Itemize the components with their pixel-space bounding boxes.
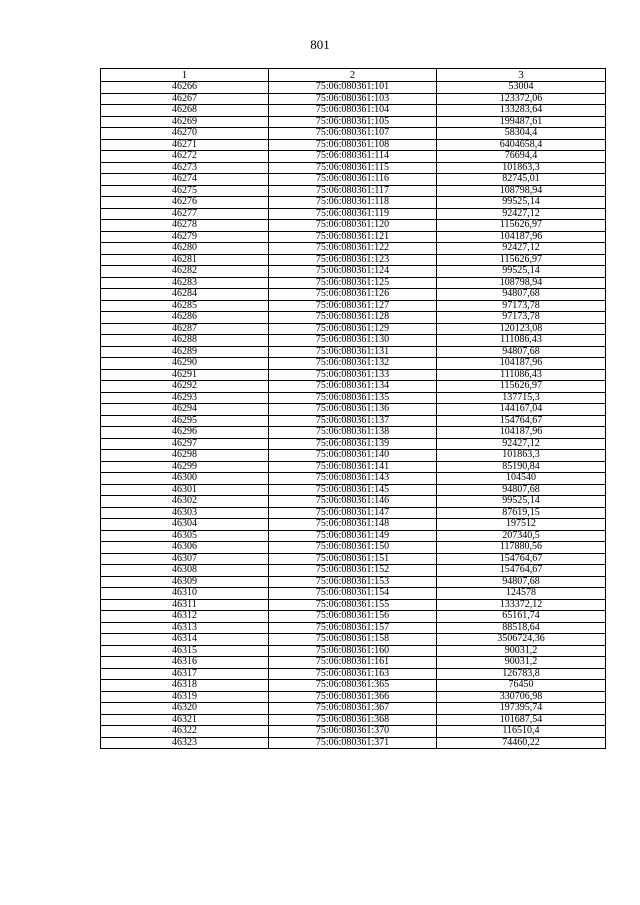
header-row: [101, 69, 606, 82]
table-row: [101, 611, 606, 623]
table-row: [101, 243, 606, 255]
value-cell: 90031,2: [437, 657, 606, 669]
cadastral-number-cell: 75:06:080361:152: [269, 565, 437, 577]
cadastral-number-cell: 75:06:080361:157: [269, 622, 437, 634]
row-number-cell: 46322: [101, 726, 269, 738]
cadastral-number-cell: 75:06:080361:148: [269, 519, 437, 531]
value-cell: 94807,68: [437, 346, 606, 358]
table-row: [101, 369, 606, 381]
value-cell: 82745,01: [437, 174, 606, 186]
cadastral-number-cell: 75:06:080361:145: [269, 484, 437, 496]
value-cell: 104187,96: [437, 427, 606, 439]
table-row: [101, 427, 606, 439]
cadastral-number-cell: 75:06:080361:118: [269, 197, 437, 209]
row-number-cell: 46302: [101, 496, 269, 508]
table-row: [101, 139, 606, 151]
row-number-cell: 46320: [101, 703, 269, 715]
table-row: [101, 576, 606, 588]
cadastral-number-cell: 75:06:080361:107: [269, 128, 437, 140]
table-row: [101, 714, 606, 726]
cadastral-number-cell: 75:06:080361:367: [269, 703, 437, 715]
row-number-cell: 46316: [101, 657, 269, 669]
row-number-cell: 46321: [101, 714, 269, 726]
table-row: [101, 220, 606, 232]
table-row: [101, 208, 606, 220]
value-cell: 97173,78: [437, 312, 606, 324]
value-cell: 197395,74: [437, 703, 606, 715]
cadastral-number-cell: 75:06:080361:161: [269, 657, 437, 669]
value-cell: 53004: [437, 82, 606, 94]
value-cell: 58304,4: [437, 128, 606, 140]
cadastral-number-cell: 75:06:080361:116: [269, 174, 437, 186]
row-number-cell: 46298: [101, 450, 269, 462]
table-header: [101, 69, 606, 82]
column-header-2: 2: [269, 69, 437, 82]
row-number-cell: 46295: [101, 415, 269, 427]
table-row: [101, 703, 606, 715]
value-cell: 115626,97: [437, 254, 606, 266]
row-number-cell: 46284: [101, 289, 269, 301]
value-cell: 74460,22: [437, 737, 606, 749]
table-row: [101, 726, 606, 738]
row-number-cell: 46272: [101, 151, 269, 163]
row-number-cell: 46304: [101, 519, 269, 531]
row-number-cell: 46306: [101, 542, 269, 554]
row-number-cell: 46305: [101, 530, 269, 542]
table-row: [101, 599, 606, 611]
table-row: [101, 174, 606, 186]
row-number-cell: 46288: [101, 335, 269, 347]
row-number-cell: 46303: [101, 507, 269, 519]
cadastral-number-cell: 75:06:080361:119: [269, 208, 437, 220]
table-row: [101, 461, 606, 473]
cadastral-number-cell: 75:06:080361:371: [269, 737, 437, 749]
cadastral-number-cell: 75:06:080361:160: [269, 645, 437, 657]
value-cell: 92427,12: [437, 438, 606, 450]
row-number-cell: 46315: [101, 645, 269, 657]
table-row: [101, 162, 606, 174]
table-row: [101, 105, 606, 117]
table-row: [101, 438, 606, 450]
row-number-cell: 46319: [101, 691, 269, 703]
table-row: [101, 473, 606, 485]
row-number-cell: 46275: [101, 185, 269, 197]
cadastral-number-cell: 75:06:080361:132: [269, 358, 437, 370]
table-row: [101, 300, 606, 312]
row-number-cell: 46279: [101, 231, 269, 243]
value-cell: 124578: [437, 588, 606, 600]
table-row: [101, 634, 606, 646]
cadastral-number-cell: 75:06:080361:130: [269, 335, 437, 347]
cadastral-number-cell: 75:06:080361:121: [269, 231, 437, 243]
column-header-3: 3: [437, 69, 606, 82]
value-cell: 87619,15: [437, 507, 606, 519]
cadastral-number-cell: 75:06:080361:151: [269, 553, 437, 565]
cadastral-number-cell: 75:06:080361:365: [269, 680, 437, 692]
value-cell: 123372,06: [437, 93, 606, 105]
table-row: [101, 668, 606, 680]
cadastral-number-cell: 75:06:080361:117: [269, 185, 437, 197]
value-cell: 115626,97: [437, 381, 606, 393]
table-row: [101, 507, 606, 519]
row-number-cell: 46309: [101, 576, 269, 588]
value-cell: 6404658,4: [437, 139, 606, 151]
cadastral-number-cell: 75:06:080361:134: [269, 381, 437, 393]
row-number-cell: 46282: [101, 266, 269, 278]
table-row: [101, 542, 606, 554]
page-number: 801: [310, 37, 330, 52]
row-number-cell: 46323: [101, 737, 269, 749]
cadastral-number-cell: 75:06:080361:104: [269, 105, 437, 117]
row-number-cell: 46300: [101, 473, 269, 485]
row-number-cell: 46287: [101, 323, 269, 335]
value-cell: 92427,12: [437, 243, 606, 255]
table-row: [101, 116, 606, 128]
table-row: [101, 254, 606, 266]
cadastral-number-cell: 75:06:080361:136: [269, 404, 437, 416]
row-number-cell: 46271: [101, 139, 269, 151]
cadastral-number-cell: 75:06:080361:126: [269, 289, 437, 301]
value-cell: 94807,68: [437, 576, 606, 588]
value-cell: 111086,43: [437, 369, 606, 381]
value-cell: 99525,14: [437, 197, 606, 209]
row-number-cell: 46312: [101, 611, 269, 623]
table-row: [101, 565, 606, 577]
row-number-cell: 46296: [101, 427, 269, 439]
cadastral-number-cell: 75:06:080361:156: [269, 611, 437, 623]
table-row: [101, 680, 606, 692]
row-number-cell: 46280: [101, 243, 269, 255]
row-number-cell: 46267: [101, 93, 269, 105]
value-cell: 101863,3: [437, 162, 606, 174]
row-number-cell: 46276: [101, 197, 269, 209]
cadastral-number-cell: 75:06:080361:368: [269, 714, 437, 726]
value-cell: 65161,74: [437, 611, 606, 623]
row-number-cell: 46294: [101, 404, 269, 416]
table-row: [101, 737, 606, 749]
value-cell: 154764,67: [437, 415, 606, 427]
cadastral-number-cell: 75:06:080361:146: [269, 496, 437, 508]
value-cell: 92427,12: [437, 208, 606, 220]
value-cell: 94807,68: [437, 484, 606, 496]
table-row: [101, 289, 606, 301]
value-cell: 85190,84: [437, 461, 606, 473]
value-cell: 76450: [437, 680, 606, 692]
row-number-cell: 46307: [101, 553, 269, 565]
cadastral-number-cell: 75:06:080361:143: [269, 473, 437, 485]
row-number-cell: 46318: [101, 680, 269, 692]
row-number-cell: 46299: [101, 461, 269, 473]
value-cell: 154764,67: [437, 553, 606, 565]
cadastral-number-cell: 75:06:080361:124: [269, 266, 437, 278]
value-cell: 154764,67: [437, 565, 606, 577]
cadastral-number-cell: 75:06:080361:141: [269, 461, 437, 473]
table-row: [101, 588, 606, 600]
row-number-cell: 46281: [101, 254, 269, 266]
cadastral-number-cell: 75:06:080361:135: [269, 392, 437, 404]
cadastral-number-cell: 75:06:080361:128: [269, 312, 437, 324]
cadastral-number-cell: 75:06:080361:127: [269, 300, 437, 312]
table-row: [101, 358, 606, 370]
row-number-cell: 46268: [101, 105, 269, 117]
cadastral-number-cell: 75:06:080361:139: [269, 438, 437, 450]
row-number-cell: 46278: [101, 220, 269, 232]
value-cell: 197512: [437, 519, 606, 531]
cadastral-number-cell: 75:06:080361:122: [269, 243, 437, 255]
value-cell: 108798,94: [437, 277, 606, 289]
cadastral-number-cell: 75:06:080361:163: [269, 668, 437, 680]
table-body: [101, 82, 606, 749]
cadastral-number-cell: 75:06:080361:158: [269, 634, 437, 646]
value-cell: 99525,14: [437, 266, 606, 278]
table-row: [101, 530, 606, 542]
cadastral-number-cell: 75:06:080361:114: [269, 151, 437, 163]
cadastral-number-cell: 75:06:080361:154: [269, 588, 437, 600]
cadastral-number-cell: 75:06:080361:370: [269, 726, 437, 738]
row-number-cell: 46310: [101, 588, 269, 600]
table-row: [101, 231, 606, 243]
cadastral-number-cell: 75:06:080361:105: [269, 116, 437, 128]
table-row: [101, 335, 606, 347]
cadastral-number-cell: 75:06:080361:123: [269, 254, 437, 266]
value-cell: 104187,96: [437, 358, 606, 370]
value-cell: 99525,14: [437, 496, 606, 508]
value-cell: 3506724,36: [437, 634, 606, 646]
cadastral-number-cell: 75:06:080361:115: [269, 162, 437, 174]
value-cell: 97173,78: [437, 300, 606, 312]
cadastral-number-cell: 75:06:080361:108: [269, 139, 437, 151]
row-number-cell: 46313: [101, 622, 269, 634]
cadastral-number-cell: 75:06:080361:138: [269, 427, 437, 439]
table-row: [101, 415, 606, 427]
row-number-cell: 46317: [101, 668, 269, 680]
table-row: [101, 93, 606, 105]
value-cell: 330706,98: [437, 691, 606, 703]
value-cell: 104540: [437, 473, 606, 485]
value-cell: 94807,68: [437, 289, 606, 301]
row-number-cell: 46308: [101, 565, 269, 577]
table-row: [101, 392, 606, 404]
value-cell: 88518,64: [437, 622, 606, 634]
value-cell: 76694,4: [437, 151, 606, 163]
value-cell: 144167,04: [437, 404, 606, 416]
row-number-cell: 46270: [101, 128, 269, 140]
cadastral-number-cell: 75:06:080361:147: [269, 507, 437, 519]
cadastral-number-cell: 75:06:080361:131: [269, 346, 437, 358]
value-cell: 104187,96: [437, 231, 606, 243]
row-number-cell: 46301: [101, 484, 269, 496]
cadastral-number-cell: 75:06:080361:103: [269, 93, 437, 105]
table-row: [101, 323, 606, 335]
cadastral-number-cell: 75:06:080361:150: [269, 542, 437, 554]
value-cell: 126783,8: [437, 668, 606, 680]
row-number-cell: 46289: [101, 346, 269, 358]
cadastral-number-cell: 75:06:080361:155: [269, 599, 437, 611]
table-row: [101, 277, 606, 289]
row-number-cell: 46273: [101, 162, 269, 174]
data-table: [100, 68, 606, 749]
value-cell: 108798,94: [437, 185, 606, 197]
row-number-cell: 46292: [101, 381, 269, 393]
table-row: [101, 519, 606, 531]
row-number-cell: 46290: [101, 358, 269, 370]
value-cell: 115626,97: [437, 220, 606, 232]
table-row: [101, 151, 606, 163]
column-header-1: 1: [101, 69, 269, 82]
value-cell: 133372,12: [437, 599, 606, 611]
cadastral-number-cell: 75:06:080361:125: [269, 277, 437, 289]
value-cell: 101863,3: [437, 450, 606, 462]
row-number-cell: 46293: [101, 392, 269, 404]
row-number-cell: 46274: [101, 174, 269, 186]
table-row: [101, 381, 606, 393]
row-number-cell: 46297: [101, 438, 269, 450]
table-row: [101, 197, 606, 209]
table-row: [101, 553, 606, 565]
table-row: [101, 185, 606, 197]
value-cell: 111086,43: [437, 335, 606, 347]
row-number-cell: 46266: [101, 82, 269, 94]
table-row: [101, 484, 606, 496]
table-row: [101, 496, 606, 508]
table-row: [101, 82, 606, 94]
value-cell: 117880,56: [437, 542, 606, 554]
cadastral-number-cell: 75:06:080361:129: [269, 323, 437, 335]
row-number-cell: 46269: [101, 116, 269, 128]
cadastral-number-cell: 75:06:080361:140: [269, 450, 437, 462]
value-cell: 120123,08: [437, 323, 606, 335]
row-number-cell: 46314: [101, 634, 269, 646]
value-cell: 90031,2: [437, 645, 606, 657]
table-row: [101, 657, 606, 669]
row-number-cell: 46286: [101, 312, 269, 324]
table-row: [101, 622, 606, 634]
cadastral-number-cell: 75:06:080361:101: [269, 82, 437, 94]
cadastral-number-cell: 75:06:080361:133: [269, 369, 437, 381]
table-row: [101, 450, 606, 462]
cadastral-number-cell: 75:06:080361:120: [269, 220, 437, 232]
cadastral-number-cell: 75:06:080361:153: [269, 576, 437, 588]
table-row: [101, 346, 606, 358]
value-cell: 199487,61: [437, 116, 606, 128]
row-number-cell: 46291: [101, 369, 269, 381]
table-row: [101, 266, 606, 278]
row-number-cell: 46277: [101, 208, 269, 220]
cadastral-number-cell: 75:06:080361:137: [269, 415, 437, 427]
cadastral-number-cell: 75:06:080361:366: [269, 691, 437, 703]
table-row: [101, 691, 606, 703]
value-cell: 133283,64: [437, 105, 606, 117]
row-number-cell: 46311: [101, 599, 269, 611]
table-row: [101, 645, 606, 657]
value-cell: 116510,4: [437, 726, 606, 738]
value-cell: 101687,54: [437, 714, 606, 726]
row-number-cell: 46283: [101, 277, 269, 289]
table-row: [101, 404, 606, 416]
row-number-cell: 46285: [101, 300, 269, 312]
value-cell: 207340,5: [437, 530, 606, 542]
table-row: [101, 312, 606, 324]
cadastral-number-cell: 75:06:080361:149: [269, 530, 437, 542]
value-cell: 137715,3: [437, 392, 606, 404]
table-row: [101, 128, 606, 140]
